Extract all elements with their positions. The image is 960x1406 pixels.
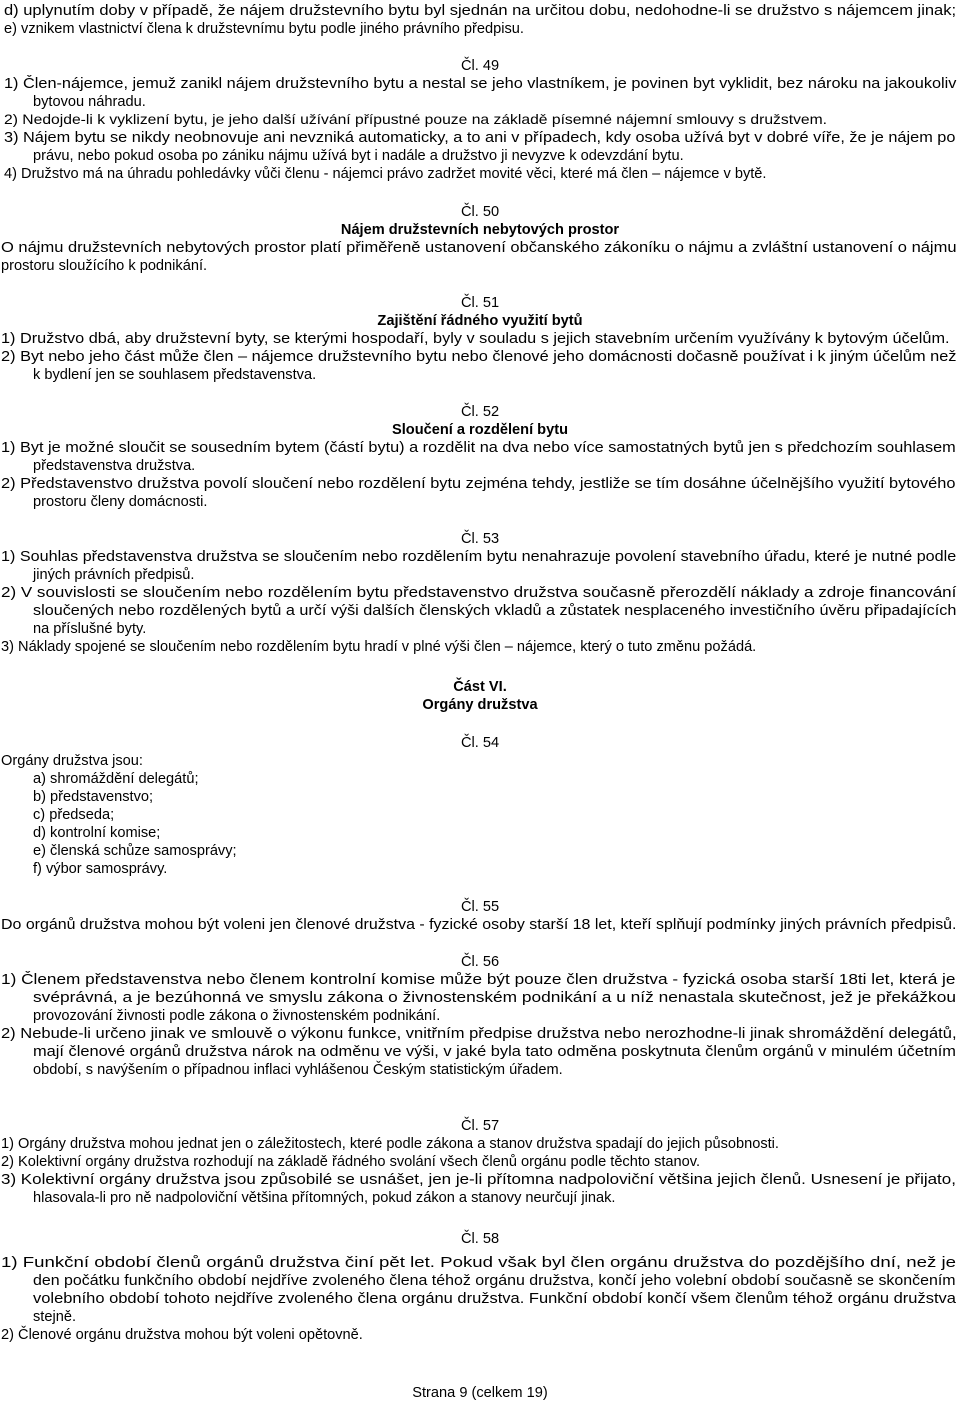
- text-line: prostoru členy domácnosti.: [33, 494, 208, 510]
- text-line: svéprávná, a je bezúhonná ve smyslu zákona o živnostenském podnikání a u níž nenastala skutečnost, jež je překážkou: [33, 990, 956, 1006]
- text-line: e) vznikem vlastnictví člena k družstevnímu bytu podle jiného právního předpisu.: [4, 21, 524, 37]
- text-line: právu, nebo pokud osoba po zániku nájmu užívá byt i nadále a družstvo ji nevyzve k odevzdání bytu.: [33, 148, 684, 164]
- article-number: Čl. 56: [460, 954, 500, 970]
- text-line: stejně.: [33, 1309, 76, 1325]
- text-line: 4) Družstvo má na úhradu pohledávky vůči členu - nájemci právo zadržet movité věci, které má člen – nájemce v bytě.: [4, 166, 767, 182]
- text-line: 2) Nedojde-li k vyklizení bytu, je jeho další užívání přípustné pouze na základě písemné nájemní smlouvy s družstvem.: [4, 112, 828, 127]
- text-line: 1) Orgány družstva mohou jednat jen o záležitostech, které podle zákona a stanov družstva spadají do jejich působnosti.: [1, 1136, 779, 1152]
- text-line: 2) Představenstvo družstva povolí sloučení nebo rozdělení bytu zejména tehdy, jestliže se tím dosáhne účelnějšího využití bytového: [1, 476, 956, 492]
- text-line: O nájmu družstevních nebytových prostor platí přiměřeně ustanovení občanského zákoníku o nájmu a zvláštní ustanovení o nájmu: [1, 240, 957, 256]
- text-line: k bydlení jen se souhlasem představenstva.: [33, 367, 317, 383]
- text-line: 2) Kolektivní orgány družstva rozhodují na základě řádného svolání všech členů orgánu podle těchto stanov.: [1, 1154, 701, 1170]
- text-line: a) shromáždění delegátů;: [33, 771, 199, 787]
- text-line: 3) Náklady spojené se sloučením nebo rozdělením bytu hradí v plné výši člen – nájemce, který o tuto změnu požádá.: [1, 639, 757, 655]
- text-line: b) představenstvo;: [33, 789, 154, 805]
- text-line: hlasovala-li pro ně nadpoloviční většina přítomných, pokud zákon a stanovy neurčují jinak.: [33, 1190, 616, 1206]
- section-heading: Orgány družstva: [422, 697, 538, 713]
- section-heading: Část VI.: [453, 679, 507, 695]
- text-line: 2) V souvislosti se sloučením nebo rozdělením bytu představenstvo družstva současně přerozdělí náklady a zdroje financování: [1, 585, 957, 601]
- text-line: Orgány družstva jsou:: [1, 753, 143, 769]
- text-line: prostoru sloužícího k podnikání.: [1, 258, 208, 274]
- text-line: jiných právních předpisů.: [33, 567, 195, 583]
- text-line: 2) Členové orgánu družstva mohou být voleni opětovně.: [1, 1327, 363, 1343]
- text-line: 2) Nebude-li určeno jinak ve smlouvě o výkonu funkce, vnitřním předpise družstva nebo nerozhodne-li jinak shromáždění delegátů,: [1, 1026, 957, 1042]
- text-line: období, s navýšením o případnou inflaci vyhlášenou Českým statistickým úřadem.: [33, 1062, 563, 1078]
- text-line: d) uplynutím doby v případě, že nájem družstevního bytu byl sjednán na určitou dobu, nedohodne-li se družstvo s nájemcem jinak;: [4, 3, 957, 19]
- text-line: 1) Družstvo dbá, aby družstevní byty, se kterými hospodaří, byly v souladu s jejich stavebním určením využívány k bytovým účelům.: [1, 331, 950, 347]
- section-heading: Nájem družstevních nebytových prostor: [340, 222, 620, 238]
- text-line: představenstva družstva.: [33, 458, 196, 474]
- article-number: Čl. 54: [460, 735, 500, 751]
- article-number: Čl. 57: [460, 1118, 500, 1134]
- page-footer: Strana 9 (celkem 19): [412, 1385, 548, 1401]
- text-line: 1) Byt je možné sloučit se sousedním bytem (částí bytu) a rozdělit na dva nebo více samostatných bytů jen s předchozím souhlasem: [1, 440, 956, 456]
- text-line: provozování živnosti podle zákona o živnostenském podnikání.: [33, 1008, 441, 1024]
- article-number: Čl. 50: [460, 204, 500, 220]
- text-line: d) kontrolní komise;: [33, 825, 161, 841]
- text-line: f) výbor samosprávy.: [33, 861, 168, 877]
- article-number: Čl. 58: [460, 1231, 500, 1247]
- text-line: 3) Kolektivní orgány družstva jsou způsobilé se usnášet, jen je-li přítomna nadpoloviční většina jejich členů. Usnesení je přijato,: [1, 1172, 956, 1188]
- article-number: Čl. 51: [460, 295, 500, 311]
- text-line: 1) Souhlas představenstva družstva se sloučením nebo rozdělením bytu nenahrazuje povolení stavebního úřadu, které je nutné podle: [1, 549, 957, 565]
- text-line: 2) Byt nebo jeho část může člen – nájemce družstevního bytu nebo členové jeho domácnosti dočasně používat i k jiným účelům než: [1, 349, 957, 365]
- text-line: Do orgánů družstva mohou být voleni jen členové družstva - fyzické osoby starší 18 let, kteří splňují podmínky jiných právních předpisů.: [1, 917, 957, 933]
- text-line: volebního období tohoto nejdříve zvoleného člena orgánu družstva. Funkční období končí všem členům téhož orgánu družstva: [33, 1291, 956, 1307]
- text-line: 1) Člen-nájemce, jemuž zanikl nájem družstevního bytu a nestal se jeho vlastníkem, je povinen byt vyklidit, bez nároku na jakoukoliv: [4, 76, 957, 92]
- text-line: sloučených nebo rozdělených bytů a určí výši dalších členských vkladů a zůstatek nesplaceného investičního úvěru připadajících: [33, 603, 957, 619]
- text-line: mají členové orgánů družstva nárok na odměnu ve výši, v jaké byla tato odměna poskytnuta členům orgánů v minulém účetním: [33, 1044, 956, 1060]
- text-line: 1) Funkční období členů orgánů družstva činí pět let. Pokud však byl člen orgánu družstva do pozdějšího dní, než je: [1, 1255, 956, 1271]
- text-line: den počátku funkčního období nejdříve zvoleného člena téhož orgánu družstva, končí jeho volební období současně se skončením: [33, 1273, 956, 1289]
- article-number: Čl. 53: [460, 531, 500, 547]
- text-line: c) předseda;: [33, 807, 115, 823]
- text-line: bytovou náhradu.: [33, 94, 146, 110]
- text-line: 3) Nájem bytu se nikdy neobnovuje ani nevzniká automaticky, a to ani v případech, kdy osoba užívá byt v dobré víře, že je nájem po: [4, 130, 956, 146]
- text-line: na příslušné byty.: [33, 621, 147, 637]
- section-heading: Zajištění řádného využití bytů: [377, 313, 583, 329]
- article-number: Čl. 52: [460, 404, 500, 420]
- section-heading: Sloučení a rozdělení bytu: [392, 422, 568, 438]
- article-number: Čl. 49: [460, 58, 500, 74]
- text-line: 1) Členem představenstva nebo členem kontrolní komise může být pouze člen družstva - fyzická osoba starší 18ti let, která je: [1, 972, 956, 988]
- text-line: e) členská schůze samosprávy;: [33, 843, 237, 859]
- article-number: Čl. 55: [460, 899, 500, 915]
